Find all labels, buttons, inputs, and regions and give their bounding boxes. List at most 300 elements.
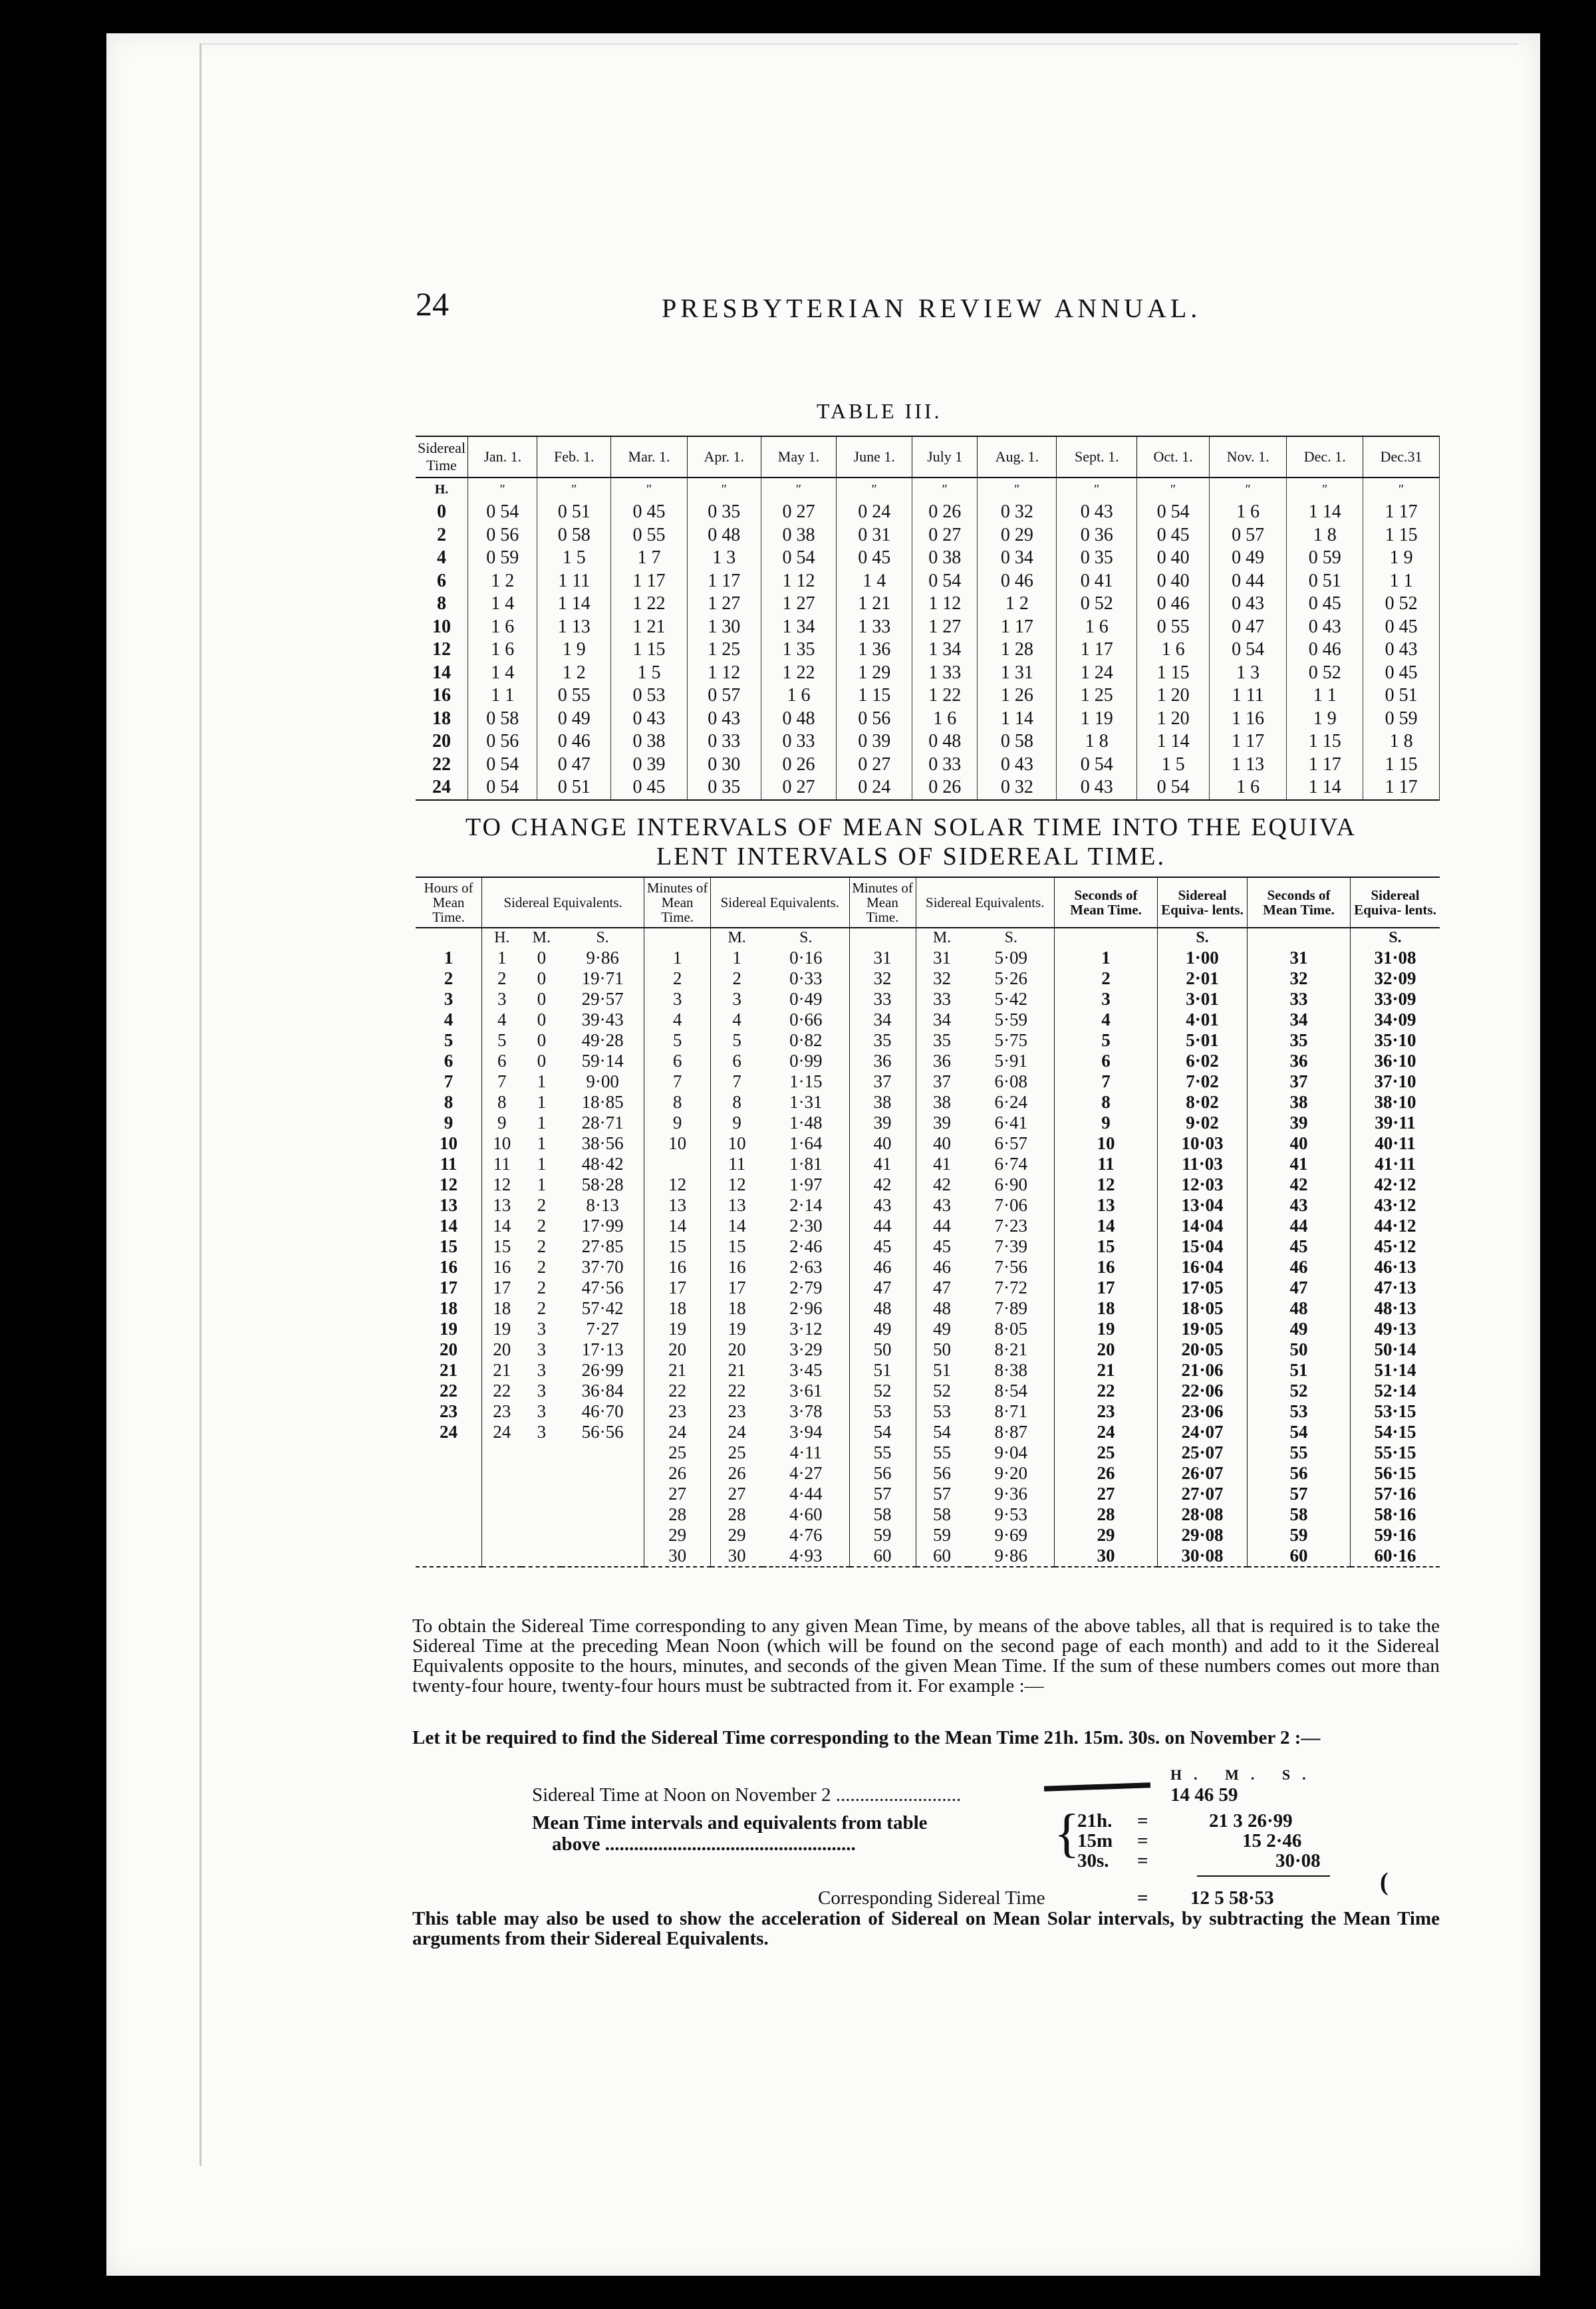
conversion-minute-equiv-s: 8·21: [968, 1339, 1055, 1360]
conversion-hour-equiv-m: 2: [537, 1236, 547, 1256]
conversion-minute-equiv-m: 37: [933, 1071, 952, 1091]
conversion-second-equiv: 34·09: [1374, 1009, 1416, 1029]
table3-cell: 1 14: [978, 708, 1057, 731]
conversion-hour-equiv-s: 26·99: [561, 1360, 644, 1381]
table3-cell: 1 17: [1057, 638, 1137, 662]
table3-cell: 0 56: [837, 708, 912, 731]
conversion-row: [416, 1422, 1440, 1442]
conversion-second-equiv: 9·02: [1158, 1113, 1248, 1133]
conversion-second-equiv: 40·11: [1375, 1133, 1416, 1153]
conversion-hour-equiv-m: 2: [537, 1194, 547, 1215]
header-hours: Hours of Mean Time.: [416, 877, 482, 928]
conversion-minute-equiv-s: 1·31: [763, 1092, 849, 1113]
table3-cell: 0 33: [912, 753, 978, 777]
table3-cell: 1 6: [1209, 776, 1287, 800]
table3-cell: 1 29: [837, 662, 912, 685]
table3-cell: 0 45: [1363, 616, 1440, 639]
conversion-minute-equiv-m: 46: [933, 1256, 952, 1277]
paragraph-instructions: To obtain the Sidereal Time corresponding to any given Mean Time, by means of the above tables, all that is required is to take the Sidereal Time at the preceding Mean Noon (which will be found on the second page of each month) and add to it the Sidereal Equivalents opposite to the hours, minutes, and seconds of the given Mean Time. If the sum of these numbers comes out more than twenty-four houre, twenty-four hours must be subtracted from it. For example :—: [412, 1615, 1440, 1697]
example-eq-hours: =: [1137, 1810, 1148, 1832]
table3-cell: 0 58: [978, 730, 1057, 753]
conversion-second-arg: 44: [1248, 1216, 1351, 1236]
conversion-hour-equiv-h: 15: [493, 1236, 511, 1256]
table3-cell: 0 48: [761, 708, 837, 731]
conversion-second-equiv: 18·05: [1158, 1298, 1248, 1319]
table3-cell: 0 27: [837, 753, 912, 777]
table3-cell: 0 54: [1057, 753, 1137, 777]
conversion-second-arg: 18: [1055, 1298, 1158, 1319]
conversion-minute-equiv-s: 2·46: [763, 1236, 849, 1257]
table3-cell: 0 43: [1209, 593, 1287, 616]
conversion-hour-arg: 4: [416, 1010, 482, 1030]
example-arg-seconds: 30s.: [1077, 1850, 1109, 1871]
conversion-second-arg: 2: [1055, 968, 1158, 989]
conversion-minute-equiv-m: 14: [728, 1215, 746, 1236]
table3-cell: 0 54: [468, 501, 537, 524]
table3-col-header: Jan. 1.: [468, 436, 537, 477]
conversion-minute-equiv-s: 9·86: [968, 1546, 1055, 1567]
conversion-blank: [521, 1463, 561, 1484]
table3-row: [416, 684, 1440, 708]
conversion-second-equiv: 43·12: [1374, 1194, 1416, 1215]
table3-cell: 1 21: [611, 616, 688, 639]
conversion-second-arg: 17: [1055, 1278, 1158, 1298]
conversion-blank: [416, 1546, 482, 1567]
conversion-row: [416, 1298, 1440, 1319]
conversion-hour-equiv-h: 23: [493, 1401, 511, 1421]
example-val-hours: 21 3 26·99: [1209, 1810, 1293, 1832]
conversion-second-arg: 49: [1248, 1319, 1351, 1339]
units-s5: S.: [1389, 928, 1402, 946]
conversion-minute-equiv-m: 56: [933, 1462, 952, 1483]
conversion-second-arg: 37: [1248, 1071, 1351, 1092]
conversion-hour-equiv-h: 24: [493, 1421, 511, 1442]
header-minutes-b-equiv: Sidereal Equivalents.: [916, 877, 1054, 928]
conversion-second-equiv: 33·09: [1374, 988, 1416, 1009]
conversion-hour-arg: 11: [416, 1154, 482, 1174]
conversion-minute-equiv-s: 4·27: [763, 1463, 849, 1484]
conversion-minute-arg: 17: [644, 1278, 711, 1298]
conversion-units-row: [416, 928, 1440, 948]
table3-row: [416, 638, 1440, 662]
conversion-minute-equiv-m: 30: [711, 1546, 763, 1567]
conversion-hour-equiv-h: 10: [493, 1133, 511, 1153]
conversion-minute-equiv-s: 7·89: [968, 1298, 1055, 1319]
table3-cell: 0 54: [1137, 501, 1210, 524]
table3-cell: 0 43: [1057, 501, 1137, 524]
table3-cell: 1 4: [468, 662, 537, 685]
conversion-minute-arg: 34: [849, 1010, 916, 1030]
conversion-second-arg: 1: [1055, 948, 1158, 968]
table3-cell: 1 21: [837, 593, 912, 616]
table3-cell: 0 35: [687, 776, 761, 800]
conversion-row: [416, 1442, 1440, 1463]
table3-unit: ″: [978, 477, 1057, 501]
table3-cell: 1 33: [837, 616, 912, 639]
table3-title: TABLE III.: [817, 399, 942, 423]
conversion-hour-equiv-s: 58·28: [561, 1174, 644, 1195]
conversion-minute-equiv-m: 10: [728, 1133, 746, 1153]
table3-cell: 0 43: [1363, 638, 1440, 662]
conversion-hour-equiv-s: 37·70: [561, 1257, 644, 1278]
conversion-minute-equiv-s: 8·54: [968, 1381, 1055, 1401]
conversion-second-equiv: 41·11: [1375, 1153, 1416, 1174]
conversion-minute-equiv-s: 7·39: [968, 1236, 1055, 1257]
table3-cell: 0 45: [1363, 662, 1440, 685]
table3-unit: ″: [1209, 477, 1287, 501]
table3-cell: 0 38: [912, 547, 978, 570]
conversion-second-equiv: 31·08: [1374, 947, 1416, 968]
units-blank: [1248, 928, 1351, 948]
table3-row: [416, 662, 1440, 685]
conversion-second-equiv: 54·15: [1374, 1421, 1416, 1442]
conversion-minute-arg: 40: [849, 1133, 916, 1154]
example-arg-hours: 21h.: [1077, 1810, 1113, 1832]
table3-body: [416, 477, 1440, 800]
conversion-hour-equiv-m: 0: [537, 1009, 547, 1029]
table3-unit: ″: [611, 477, 688, 501]
table3-sidereal-time: 10: [416, 616, 468, 639]
conversion-minute-arg: 45: [849, 1236, 916, 1257]
conversion-second-arg: 30: [1055, 1546, 1158, 1567]
conversion-hour-arg: 17: [416, 1278, 482, 1298]
units-h: H.: [494, 928, 510, 946]
table3-cell: 1 26: [978, 684, 1057, 708]
conversion-minute-equiv-m: 34: [933, 1009, 952, 1029]
table3-col-header: June 1.: [837, 436, 912, 477]
table3-cell: 1 14: [537, 593, 611, 616]
conversion-hour-arg: 1: [416, 948, 482, 968]
conversion-blank: [561, 1442, 644, 1463]
conversion-hour-equiv-m: 1: [537, 1112, 547, 1133]
conversion-hour-equiv-h: 5: [497, 1029, 507, 1050]
conversion-second-arg: 58: [1248, 1504, 1351, 1525]
conversion-minute-equiv-s: 4·44: [763, 1484, 849, 1504]
table3-unit: ″: [837, 477, 912, 501]
table3-cell: 0 26: [761, 753, 837, 777]
conversion-second-arg: 20: [1055, 1339, 1158, 1360]
conversion-hour-equiv-s: 7·27: [561, 1319, 644, 1339]
conversion-minute-equiv-s: 3·12: [763, 1319, 849, 1339]
table3-cell: 1 25: [687, 638, 761, 662]
conversion-minute-arg: 5: [644, 1030, 711, 1051]
table3-cell: 0 44: [1209, 570, 1287, 593]
conversion-second-arg: 35: [1248, 1030, 1351, 1051]
conversion-blank: [521, 1525, 561, 1546]
conversion-blank: [416, 1525, 482, 1546]
conversion-hour-arg: 6: [416, 1051, 482, 1071]
conversion-minute-equiv-s: 5·26: [968, 968, 1055, 989]
conversion-hour-arg: 22: [416, 1381, 482, 1401]
table3-cell: 1 1: [1363, 570, 1440, 593]
conversion-minute-equiv-m: 45: [933, 1236, 952, 1256]
table3-sidereal-time: 18: [416, 708, 468, 731]
conversion-second-equiv: 14·04: [1158, 1216, 1248, 1236]
table3-cell: 0 43: [978, 753, 1057, 777]
conversion-hour-equiv-m: 1: [537, 1133, 547, 1153]
conversion-minute-arg: 36: [849, 1051, 916, 1071]
conversion-hour-arg: 5: [416, 1030, 482, 1051]
table3-cell: 1 14: [1287, 776, 1363, 800]
conversion-blank: [482, 1525, 522, 1546]
conversion-row: [416, 1339, 1440, 1360]
conversion-second-equiv: 23·06: [1158, 1401, 1248, 1422]
conversion-row: [416, 1504, 1440, 1525]
conversion-hour-equiv-h: 3: [497, 988, 507, 1009]
conversion-minute-arg: 35: [849, 1030, 916, 1051]
conversion-minute-equiv-s: 9·20: [968, 1463, 1055, 1484]
table3-cell: 1 3: [1209, 662, 1287, 685]
conversion-second-arg: 22: [1055, 1381, 1158, 1401]
table3-cell: 0 45: [1287, 593, 1363, 616]
conversion-hour-equiv-h: 6: [497, 1050, 507, 1071]
conversion-second-arg: 45: [1248, 1236, 1351, 1257]
conversion-hour-equiv-h: 2: [497, 968, 507, 988]
conversion-hour-equiv-h: 13: [493, 1194, 511, 1215]
conversion-second-arg: 32: [1248, 968, 1351, 989]
conversion-second-equiv: 47·13: [1374, 1277, 1416, 1297]
table3-col-header: Aug. 1.: [978, 436, 1057, 477]
table3-cell: 1 34: [761, 616, 837, 639]
conversion-minute-arg: 14: [644, 1216, 711, 1236]
header-seconds-b-equiv: Sidereal Equiva- lents.: [1351, 877, 1440, 928]
units-blank: [416, 928, 482, 948]
conversion-minute-equiv-m: 52: [933, 1380, 952, 1401]
conversion-second-arg: 50: [1248, 1339, 1351, 1360]
table3-cell: 0 33: [687, 730, 761, 753]
conversion-minute-equiv-s: 3·29: [763, 1339, 849, 1360]
conversion-minute-equiv-s: 5·59: [968, 1010, 1055, 1030]
table3-cell: 0 24: [837, 501, 912, 524]
conversion-minute-equiv-m: 9: [732, 1112, 741, 1133]
conversion-minute-arg: 27: [644, 1484, 711, 1504]
table3-row: [416, 753, 1440, 777]
table3-cell: 0 57: [1209, 524, 1287, 547]
conversion-minute-arg: 12: [644, 1174, 711, 1195]
conversion-hour-equiv-m: 1: [537, 1091, 547, 1112]
table3-cell: 1 22: [912, 684, 978, 708]
table3-cell: 1 8: [1057, 730, 1137, 753]
conversion-hour-equiv-s: 59·14: [561, 1051, 644, 1071]
conversion-hour-equiv-h: 19: [493, 1318, 511, 1339]
conversion-minute-arg: 56: [849, 1463, 916, 1484]
table3-cell: 0 54: [1137, 776, 1210, 800]
conversion-minute-equiv-s: 7·23: [968, 1216, 1055, 1236]
table3-unit: ″: [1057, 477, 1137, 501]
brace-icon: {: [1054, 1804, 1080, 1863]
conversion-second-equiv: 28·08: [1158, 1504, 1248, 1525]
conversion-hour-equiv-m: 0: [537, 988, 547, 1009]
conversion-second-arg: 5: [1055, 1030, 1158, 1051]
conversion-second-equiv: 21·06: [1158, 1360, 1248, 1381]
conversion-row: [416, 1401, 1440, 1422]
conversion-hour-arg: 23: [416, 1401, 482, 1422]
conversion-minute-equiv-m: 53: [933, 1401, 952, 1421]
table3-col-header: Dec.31: [1363, 436, 1440, 477]
table3-cell: 0 27: [761, 501, 837, 524]
conversion-blank: [561, 1525, 644, 1546]
conversion-hour-equiv-m: 1: [537, 1174, 547, 1194]
conversion-row: [416, 1154, 1440, 1174]
conversion-hour-arg: 19: [416, 1319, 482, 1339]
table3-cell: 1 4: [468, 593, 537, 616]
table3-cell: 0 52: [1287, 662, 1363, 685]
table3-cell: 0 43: [687, 708, 761, 731]
conversion-hour-equiv-m: 2: [537, 1256, 547, 1277]
conversion-second-equiv: 26·07: [1158, 1463, 1248, 1484]
conversion-blank: [482, 1546, 522, 1567]
conversion-second-equiv: 15·04: [1158, 1236, 1248, 1257]
table3-cell: 1 15: [1363, 524, 1440, 547]
table3-cell: 0 35: [1057, 547, 1137, 570]
conversion-minute-equiv-s: 2·30: [763, 1216, 849, 1236]
conversion-row: [416, 1381, 1440, 1401]
table3-col-header: Sept. 1.: [1057, 436, 1137, 477]
table3-cell: 0 39: [611, 753, 688, 777]
conversion-minute-arg: 7: [644, 1071, 711, 1092]
table3-cell: 1 6: [468, 616, 537, 639]
conversion-hour-equiv-s: 29·57: [561, 989, 644, 1010]
example-val-seconds: 30·08: [1275, 1850, 1321, 1871]
units-m3: M.: [932, 928, 952, 946]
conversion-second-arg: 9: [1055, 1113, 1158, 1133]
table3-cell: 0 52: [1363, 593, 1440, 616]
conversion-row: [416, 1257, 1440, 1278]
conversion-hour-equiv-s: 49·28: [561, 1030, 644, 1051]
table3-cell: 1 15: [1137, 662, 1210, 685]
table3-cell: 0 51: [537, 776, 611, 800]
conversion-minute-equiv-s: 2·14: [763, 1195, 849, 1216]
conversion-minute-equiv-s: 1·81: [763, 1154, 849, 1174]
conversion-second-arg: 28: [1055, 1504, 1158, 1525]
conversion-second-arg: 16: [1055, 1257, 1158, 1278]
conversion-minute-equiv-s: 9·69: [968, 1525, 1055, 1546]
conversion-second-arg: 39: [1248, 1113, 1351, 1133]
table3-cell: 1 8: [1287, 524, 1363, 547]
conversion-hour-equiv-m: 3: [537, 1401, 547, 1421]
units-s4: S.: [1158, 928, 1248, 948]
conversion-minute-equiv-m: 7: [732, 1071, 741, 1091]
conversion-minute-equiv-s: 6·74: [968, 1154, 1055, 1174]
table3-cell: 0 43: [1057, 776, 1137, 800]
conversion-minute-arg: 52: [849, 1381, 916, 1401]
conversion-minute-arg: 21: [644, 1360, 711, 1381]
page-number: 24: [416, 285, 449, 323]
example-val-minutes: 15 2·46: [1242, 1830, 1302, 1851]
conversion-minute-equiv-s: 2·63: [763, 1257, 849, 1278]
conversion-minute-equiv-s: 5·42: [968, 989, 1055, 1010]
table3-cell: 0 24: [837, 776, 912, 800]
table3-unit: ″: [912, 477, 978, 501]
table3-cell: 1 2: [537, 662, 611, 685]
conversion-minute-arg: 59: [849, 1525, 916, 1546]
conversion-second-arg: 46: [1248, 1257, 1351, 1278]
table3-cell: 0 40: [1137, 547, 1210, 570]
table3-cell: 0 54: [468, 776, 537, 800]
conversion-minute-arg: 4: [644, 1010, 711, 1030]
conversion-second-arg: 3: [1055, 989, 1158, 1010]
conversion-second-arg: 40: [1248, 1133, 1351, 1154]
conversion-second-equiv: 27·07: [1158, 1484, 1248, 1504]
table3-cell: 1 17: [1209, 730, 1287, 753]
conversion-row: [416, 1071, 1440, 1092]
conversion-minute-equiv-m: 55: [933, 1442, 952, 1462]
conversion-hour-arg: 3: [416, 989, 482, 1010]
conversion-hour-equiv-m: 1: [537, 1153, 547, 1174]
table3-cell: 1 2: [978, 593, 1057, 616]
conversion-second-equiv: 11·03: [1158, 1154, 1248, 1174]
conversion-title-line1: TO CHANGE INTERVALS OF MEAN SOLAR TIME INTO THE EQUIVA: [465, 813, 1357, 841]
conversion-minute-equiv-m: 19: [728, 1318, 746, 1339]
conversion-hour-equiv-s: 48·42: [561, 1154, 644, 1174]
table3-cell: 1 6: [468, 638, 537, 662]
conversion-blank: [521, 1546, 561, 1567]
conversion-hour-arg: 14: [416, 1216, 482, 1236]
conversion-second-equiv: 6·02: [1158, 1051, 1248, 1071]
conversion-minute-equiv-m: 59: [933, 1524, 952, 1545]
conversion-minute-arg: 60: [849, 1546, 916, 1567]
conversion-minute-arg: 49: [849, 1319, 916, 1339]
conversion-minute-arg: 26: [644, 1463, 711, 1484]
table3-cell: 1 19: [1057, 708, 1137, 731]
table3-cell: 1 12: [912, 593, 978, 616]
conversion-minute-equiv-m: 41: [933, 1153, 952, 1174]
conversion-minute-equiv-s: 5·91: [968, 1051, 1055, 1071]
conversion-minute-equiv-m: 35: [933, 1029, 952, 1050]
conversion-second-arg: 57: [1248, 1484, 1351, 1504]
conversion-second-equiv: 48·13: [1374, 1297, 1416, 1318]
conversion-minute-arg: 37: [849, 1071, 916, 1092]
table3-cell: 1 25: [1057, 684, 1137, 708]
table3-cell: 1 36: [837, 638, 912, 662]
conversion-second-arg: 15: [1055, 1236, 1158, 1257]
conversion-minute-arg: 31: [849, 948, 916, 968]
conversion-minute-arg: 9: [644, 1113, 711, 1133]
conversion-minute-equiv-m: 31: [933, 947, 952, 968]
conversion-minute-equiv-m: 32: [933, 968, 952, 988]
table3-row: [416, 708, 1440, 731]
table3: [416, 436, 1440, 801]
conversion-hour-equiv-s: 57·42: [561, 1298, 644, 1319]
table3-cell: 1 17: [1363, 501, 1440, 524]
conversion-hour-equiv-m: 2: [537, 1297, 547, 1318]
table3-cell: 0 54: [468, 753, 537, 777]
conversion-second-equiv: 12·03: [1158, 1174, 1248, 1195]
table3-cell: 0 33: [761, 730, 837, 753]
conversion-minute-equiv-s: 6·57: [968, 1133, 1055, 1154]
conversion-row: [416, 1010, 1440, 1030]
example-eq-seconds: =: [1137, 1850, 1148, 1871]
conversion-hour-equiv-h: 16: [493, 1256, 511, 1277]
table3-cell: 0 48: [687, 524, 761, 547]
conversion-body: [416, 928, 1440, 1567]
table3-cell: 0 57: [687, 684, 761, 708]
table3-cell: 0 46: [537, 730, 611, 753]
conversion-minute-equiv-m: 25: [728, 1442, 746, 1462]
table3-cell: 1 3: [687, 547, 761, 570]
table3-cell: 0 59: [1363, 708, 1440, 731]
table3-cell: 1 28: [978, 638, 1057, 662]
conversion-hour-equiv-h: 11: [493, 1153, 511, 1174]
conversion-minute-equiv-s: 8·05: [968, 1319, 1055, 1339]
table3-cell: 1 13: [537, 616, 611, 639]
table3-row: [416, 616, 1440, 639]
conversion-hour-equiv-s: 27·85: [561, 1236, 644, 1257]
conversion-minute-arg: 30: [644, 1546, 711, 1567]
table3-sidereal-time: 4: [416, 547, 468, 570]
table3-sidereal-time: 12: [416, 638, 468, 662]
example-above-label: above ....................................................: [552, 1834, 856, 1855]
